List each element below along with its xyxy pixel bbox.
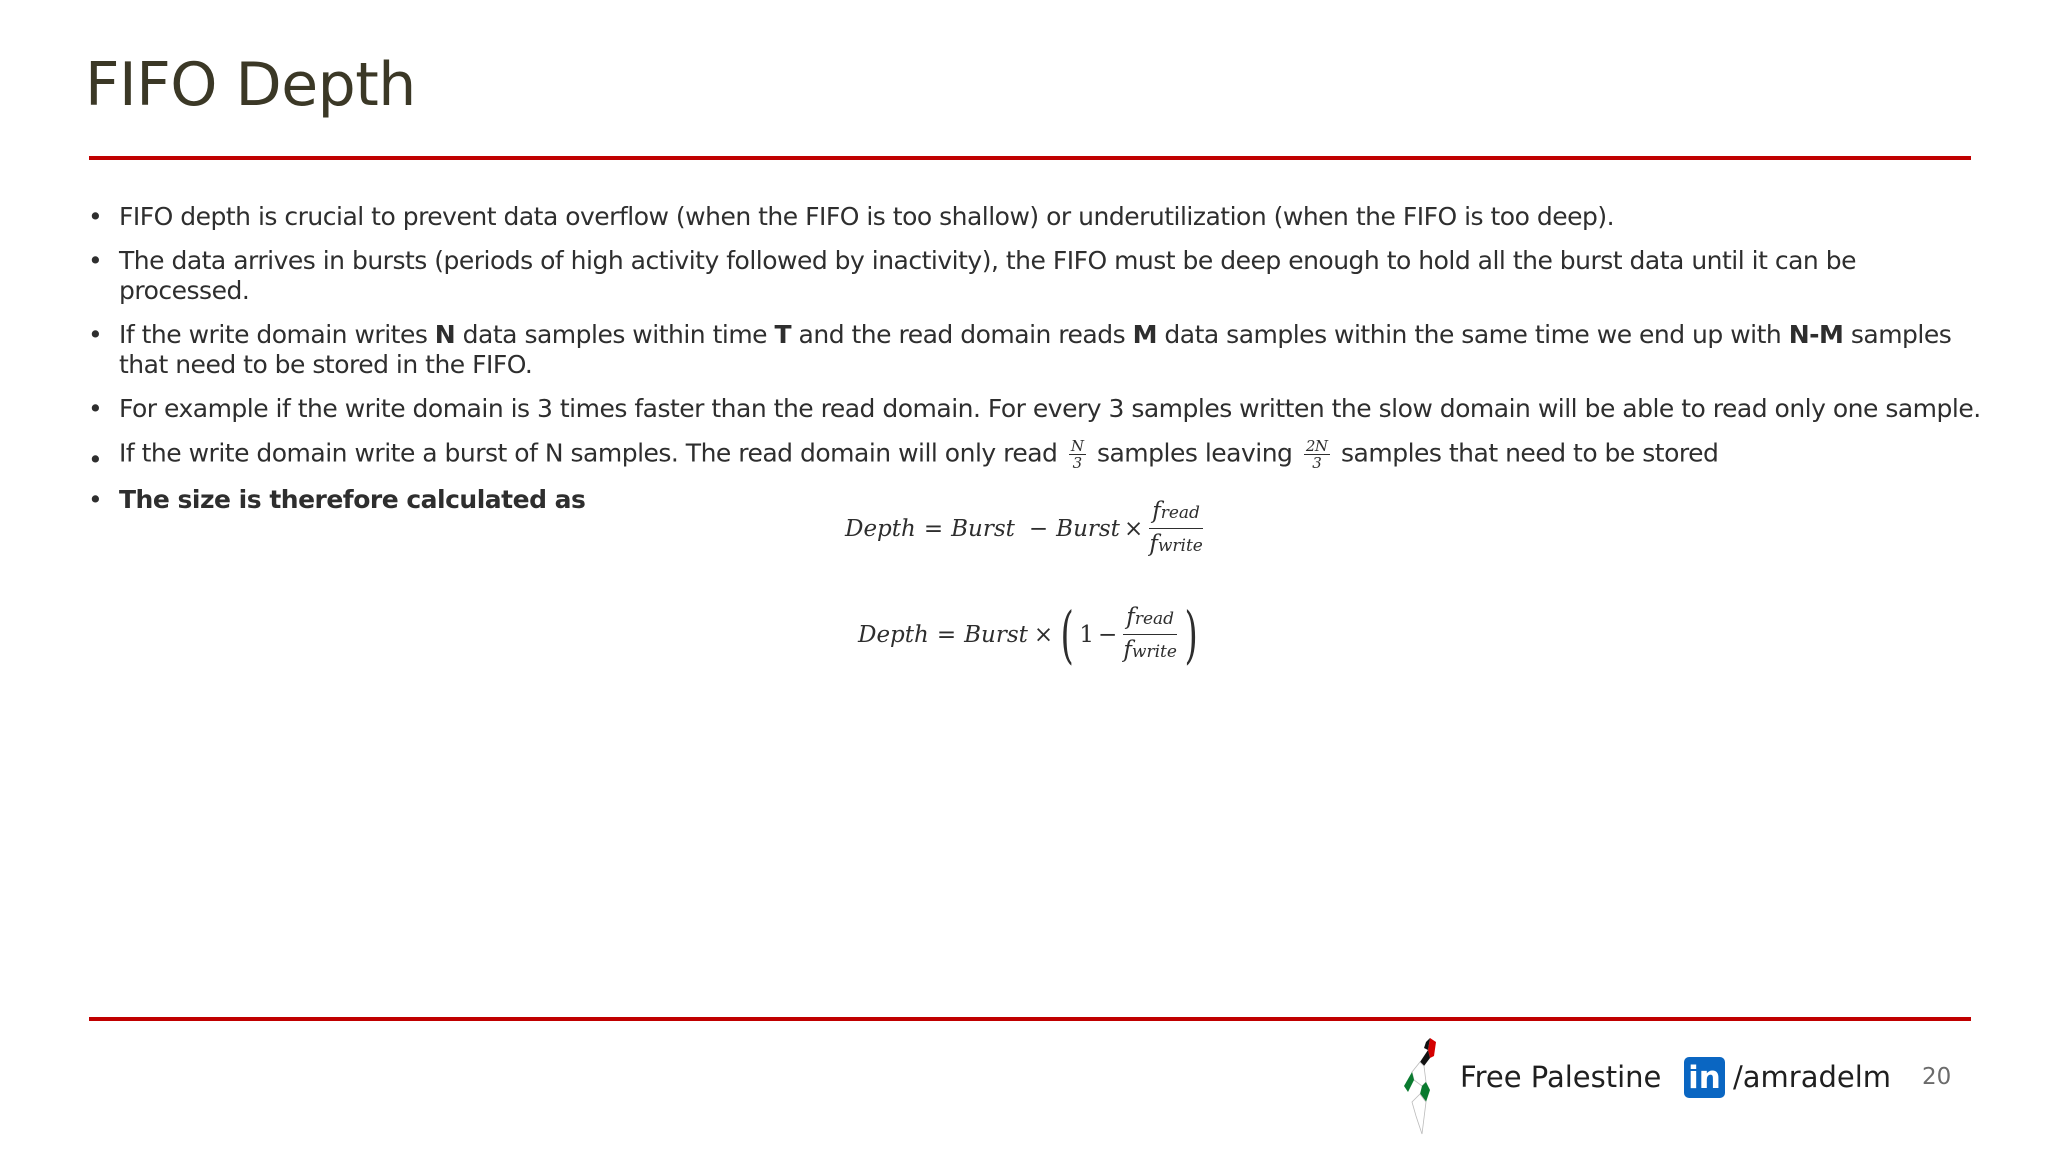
eq-times: × xyxy=(1123,515,1144,542)
eq-lhs: Depth xyxy=(858,621,929,648)
bullet-dot: • xyxy=(88,485,103,514)
bullet-text: If the write domain write a burst of N samples. The read domain will only read xyxy=(119,438,1065,468)
bullet-dot: • xyxy=(88,320,103,349)
bullet-item xyxy=(88,202,1988,232)
bottom-divider xyxy=(89,1017,1971,1021)
eq-term: Burst xyxy=(951,515,1015,542)
subscript-read: read xyxy=(1134,609,1175,629)
fraction-denominator: 3 xyxy=(1072,454,1082,472)
bullet-text: samples that need to be stored in the FIFO. xyxy=(119,320,1952,379)
bullet-text: data samples within the same time we end up with xyxy=(1156,320,1789,349)
right-paren: ) xyxy=(1184,597,1198,671)
bullet-dot: • xyxy=(88,394,103,423)
bullet-text: The data arrives in bursts (periods of high activity followed by inactivity), the FIFO must be deep enough to hold all the burst data until it can be processed. xyxy=(119,246,1856,305)
equation-depth-1 xyxy=(845,496,1205,561)
eq-minus: − xyxy=(1098,621,1118,648)
frequency-ratio xyxy=(1149,496,1203,561)
left-paren: ( xyxy=(1060,597,1074,671)
subscript-write: write xyxy=(1131,642,1177,662)
bullet-dot: • xyxy=(88,445,103,474)
eq-equals: = xyxy=(936,621,957,648)
subscript-write: write xyxy=(1157,536,1203,556)
bullet-item xyxy=(88,437,1988,474)
f-symbol: f xyxy=(1152,498,1161,524)
bullet-item xyxy=(88,394,1988,424)
eq-times: × xyxy=(1033,621,1054,648)
bullet-dot: • xyxy=(88,202,103,231)
bullet-text: and the read domain reads xyxy=(791,320,1133,349)
bold-term: N-M xyxy=(1788,320,1844,349)
bullet-text: samples that need to be stored xyxy=(1333,438,1719,468)
fraction-numerator: 2N xyxy=(1305,437,1328,455)
subscript-read: read xyxy=(1160,503,1200,523)
ratio-denominator xyxy=(1123,635,1177,667)
linkedin-handle[interactable]: /amradelm xyxy=(1733,1060,1892,1094)
free-palestine-text: Free Palestine xyxy=(1460,1060,1662,1094)
linkedin-icon[interactable]: in xyxy=(1684,1057,1725,1098)
bullet-text: For example if the write domain is 3 times faster than the read domain. For every 3 samples written the slow domain will be able to read only one sample. xyxy=(119,394,1981,423)
bullet-item xyxy=(88,320,1988,380)
inline-fraction-2n-over-3 xyxy=(1304,438,1330,471)
ratio-denominator xyxy=(1149,529,1203,561)
bullet-dot: • xyxy=(88,246,103,275)
inline-fraction-n-over-3 xyxy=(1069,438,1086,471)
f-symbol: f xyxy=(1126,604,1135,630)
equation-depth-2 xyxy=(858,597,1203,671)
f-symbol: f xyxy=(1123,637,1132,663)
palestine-map-icon xyxy=(1400,1036,1446,1136)
page-number: 20 xyxy=(1922,1064,1952,1090)
slide-title: FIFO Depth xyxy=(85,50,416,120)
eq-term: Burst xyxy=(1056,515,1120,542)
fraction-numerator: N xyxy=(1070,437,1084,455)
ratio-numerator xyxy=(1123,602,1177,635)
bullet-text: samples leaving xyxy=(1089,438,1300,468)
bullet-text: If the write domain writes xyxy=(119,320,435,349)
bullet-item xyxy=(88,246,1988,306)
f-symbol: f xyxy=(1149,531,1158,557)
bullet-text: FIFO depth is crucial to prevent data overflow (when the FIFO is too shallow) or underutilization (when the FIFO is too deep). xyxy=(119,202,1615,231)
frequency-ratio xyxy=(1123,602,1177,667)
bold-term: T xyxy=(774,320,792,349)
bullet-text: data samples within time xyxy=(455,320,775,349)
top-divider xyxy=(89,156,1971,160)
eq-equals: = xyxy=(923,515,944,542)
bold-term: N xyxy=(434,320,456,349)
fraction-denominator: 3 xyxy=(1312,454,1322,472)
eq-minus: − xyxy=(1028,515,1049,542)
bold-term: M xyxy=(1132,320,1157,349)
bullet-list xyxy=(88,202,1988,529)
eq-term: Burst xyxy=(964,621,1028,648)
ratio-numerator xyxy=(1149,496,1203,529)
bullet-text-bold: The size is therefore calculated as xyxy=(119,485,586,514)
eq-one: 1 xyxy=(1079,621,1095,648)
eq-lhs: Depth xyxy=(845,515,916,542)
